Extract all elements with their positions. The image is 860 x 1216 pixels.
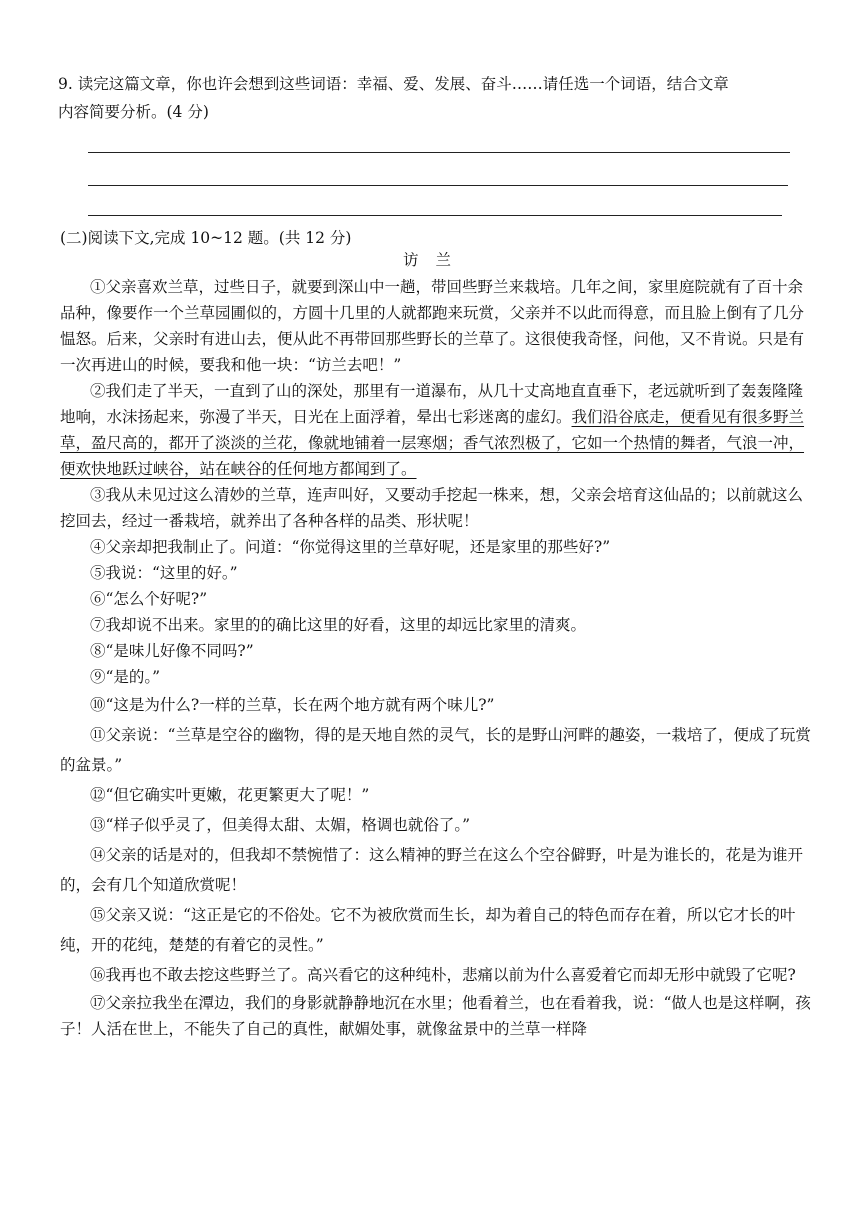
answer-line-1 xyxy=(88,152,790,153)
paragraph-2-underlined: 我们沿谷底走，便看见有很多野兰草，盈尺高的，都开了淡淡的兰花，像就地铺着一层寒烟；香气浓烈极了，它如一个热情的舞者，气浪一冲，便欢快地跃过峡谷，站在峡谷的任何地方都闻到了。 xyxy=(60,408,805,478)
paragraph-2-text: ②我们走了半天，一直到了山的深处，那里有一道瀑布，从几十丈高地直直垂下，老远就听到了轰轰隆隆地响，水沫扬起来，弥漫了半天，日光在上面浮着，晕出七彩迷离的虚幻。 xyxy=(60,382,804,426)
paragraph-13: ⑬“样子似乎灵了，但美得太甜、太媚，格调也就俗了。” xyxy=(90,816,471,834)
question-9 xyxy=(58,70,806,126)
question-9-line-2: 内容简要分析。(4 分) xyxy=(58,103,209,121)
paragraph-1: ①父亲喜欢兰草，过些日子，就要到深山中一趟，带回些野兰来栽培。几年之间，家里庭院就有了百十余品种，像要作一个兰草园圃似的，方圆十几里的人就都跑来玩赏，父亲并不以此而得意，而且脸上倒有了几分愠怒。后来，父亲时有进山去，便从此不再带回那些野长的兰草了。这很使我奇怪，问他，又不肯说。只是有一次再进山的时候，要我和他一块：“访兰去吧！” xyxy=(60,278,805,374)
section-header: (二)阅读下文,完成 10~12 题。(共 12 分) xyxy=(60,229,352,247)
paragraph-11: ⑪父亲说：“兰草是空谷的幽物，得的是天地自然的灵气，长的是野山河畔的趣姿，一栽培了，便成了玩赏的盆景。” xyxy=(60,726,811,774)
answer-line-2 xyxy=(88,185,788,186)
paragraph-10: ⑩“这是为什么?一样的兰草，长在两个地方就有两个味儿?” xyxy=(90,696,495,714)
answer-line-3 xyxy=(88,215,782,216)
paragraph-8: ⑧“是味儿好像不同吗?” xyxy=(90,642,254,660)
paragraph-6: ⑥“怎么个好呢?” xyxy=(90,590,208,608)
article-title: 访 兰 xyxy=(403,251,457,269)
paragraph-12: ⑫“但它确实叶更嫩，花更繁更大了呢！” xyxy=(90,786,370,804)
paragraph-4: ④父亲却把我制止了。问道：“你觉得这里的兰草好呢，还是家里的那些好?” xyxy=(90,538,611,556)
paragraph-14: ⑭父亲的话是对的，但我却不禁惋惜了：这么精神的野兰在这么个空谷僻野，叶是为谁长的，花是为谁开的，会有几个知道欣赏呢！ xyxy=(60,846,804,894)
question-9-line-1: 9. 读完这篇文章，你也许会想到这些词语：幸福、爱、发展、奋斗……请任选一个词语，结合文章 xyxy=(58,75,729,93)
paragraph-17: ⑰父亲拉我坐在潭边，我们的身影就静静地沉在水里；他看着兰，也在看着我，说：“做人也是这样啊，孩子！人活在世上，不能失了自己的真性，献媚处事，就像盆景中的兰草一样降 xyxy=(60,994,811,1038)
paragraph-2 xyxy=(60,378,812,482)
paragraph-9: ⑨“是的。” xyxy=(90,668,161,686)
paragraph-16: ⑯我再也不敢去挖这些野兰了。高兴看它的这种纯朴，悲痛以前为什么喜爱着它而却无形中就毁了它呢? xyxy=(90,966,796,984)
paragraph-15: ⑮父亲又说：“这正是它的不俗处。它不为被欣赏而生长，却为着自己的特色而存在着，所以它才长的叶纯，开的花纯，楚楚的有着它的灵性。” xyxy=(60,906,796,954)
article-body xyxy=(60,274,812,1042)
paragraph-5: ⑤我说：“这里的好。” xyxy=(90,564,238,582)
paragraph-3: ③我从未见过这么清妙的兰草，连声叫好，又要动手挖起一株来，想，父亲会培育这仙品的；以前就这么挖回去，经过一番栽培，就养出了各种各样的品类、形状呢！ xyxy=(60,486,804,530)
paragraph-7: ⑦我却说不出来。家里的的确比这里的好看，这里的却远比家里的清爽。 xyxy=(90,616,587,634)
